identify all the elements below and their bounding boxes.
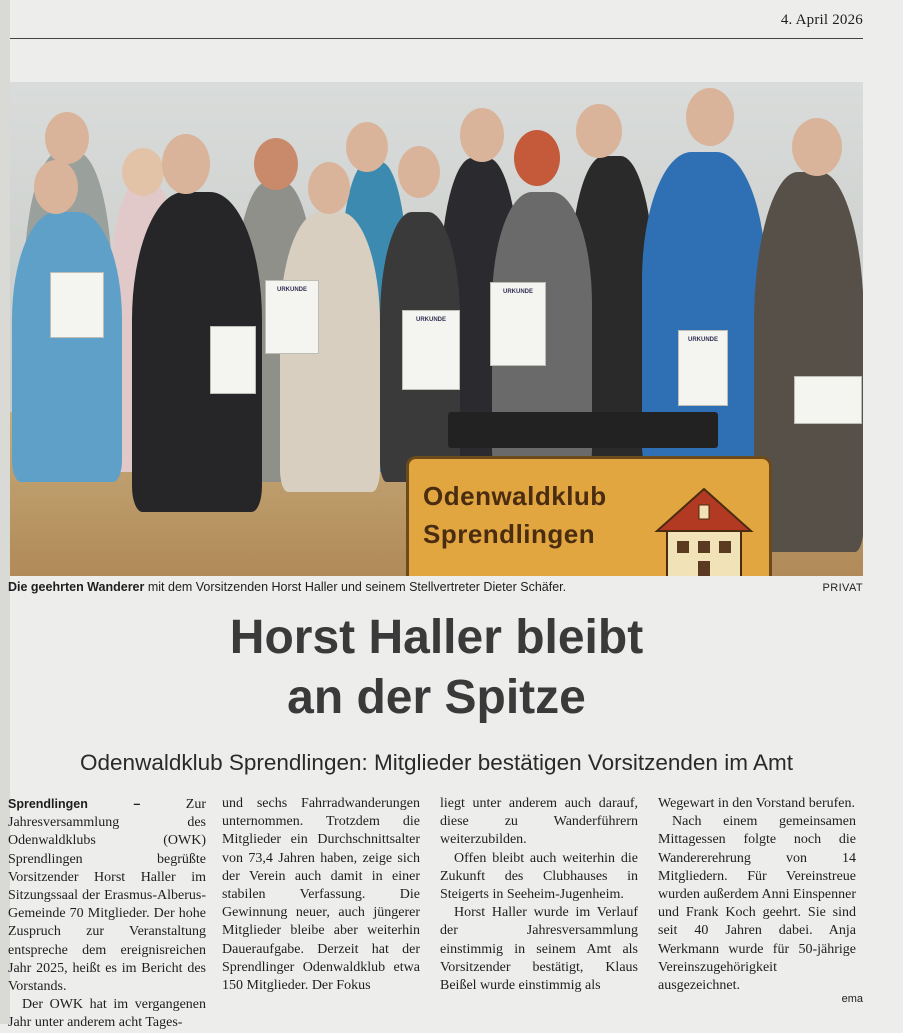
author-initials: ema — [841, 993, 863, 1005]
person — [12, 212, 122, 482]
paragraph: Der OWK hat im vergangenen Jahr unter anderem acht Tages- — [8, 997, 206, 1031]
certificate: URKUNDE — [490, 282, 546, 366]
person-head — [398, 146, 440, 198]
photo-credit: PRIVAT — [822, 582, 863, 594]
certificate — [210, 326, 256, 394]
person-head — [254, 138, 298, 190]
dateline: Sprendlingen – — [8, 797, 141, 811]
group-photo — [10, 82, 863, 576]
headline-line-2: an der Spitze — [287, 671, 586, 724]
paragraph: Wegewart in den Vorstand berufen. — [658, 796, 856, 811]
paragraph: Offen bleibt auch weiterhin die Zukunft des Clubhauses in Steigerts in Seeheim-Jugenheim. — [440, 850, 638, 903]
paragraph: liegt unter anderem auch darauf, diese zu Wanderführern weiterzubilden. — [440, 796, 638, 848]
certificate: URKUNDE — [402, 310, 460, 390]
person-head — [514, 130, 560, 186]
sign-text-line-2: Sprendlingen — [423, 519, 596, 549]
bench — [448, 412, 718, 448]
person-head — [162, 134, 210, 194]
article-column-3 — [440, 795, 638, 995]
person-head — [792, 118, 842, 176]
person-head — [686, 88, 734, 146]
header-rule — [10, 38, 863, 39]
person-head — [346, 122, 388, 172]
person-head — [122, 148, 164, 196]
paragraph: und sechs Fahrradwanderungen unternommen. Trotzdem die Mitglieder ein Durchschnittsalter von 73,4 Jahren haben, zeige sich der Verein auch damit in einer stabilen Verfassung. Die Gewinnung neuer, auch jüngerer Mitglieder bleibe aber weiterhin Daueraufgabe. Derzeit hat der Sprendlinger Odenwaldklub etwa 150 Mitglieder. Der Fokus — [222, 796, 420, 994]
paragraph-text: Zur Jahresversammlung des Odenwaldklubs (OWK) Sprendlingen begrüßte Vorsitzender Horst Haller im Sitzungssaal der Erasmus-Alberus-Gemeinde 70 Mitglieder. Der hohe Zuspruch zur Veranstaltung entspreche dem ereignisreichen Jahr 2025, heißt es im Bericht des Vorstands. — [8, 797, 207, 995]
headline-line-1: Horst Haller bleibt — [229, 611, 644, 664]
club-sign — [406, 456, 772, 576]
person-head — [460, 108, 504, 162]
house-icon — [649, 481, 759, 576]
person-head — [576, 104, 622, 158]
caption-text: mit dem Vorsitzenden Horst Haller und seinem Stellvertreter Dieter Schäfer. — [144, 580, 567, 594]
caption-lead: Die geehrten Wanderer — [8, 580, 145, 594]
photo-caption — [8, 580, 833, 594]
article-headline — [10, 608, 863, 728]
article-column-4 — [658, 795, 856, 995]
certificate: URKUNDE — [265, 280, 319, 354]
article-subheadline: Odenwaldklub Sprendlingen: Mitglieder bestätigen Vorsitzenden im Amt — [80, 750, 793, 775]
paragraph: Nach einem gemeinsamen Mittagessen folgte noch die Wandererehrung von 14 Mitgliedern. Für Vereinstreue wurden außerdem Anni Einspenner und Frank Koch geehrt. Sie sind seit 40 Jahren dabei. Anja Werkmann wurde für 50-jährige Vereinszugehörigkeit ausgezeichnet. — [658, 814, 856, 994]
certificate: URKUNDE — [678, 330, 728, 406]
sign-text-line-1: Odenwaldklub — [423, 481, 607, 511]
article-column-1 — [8, 795, 206, 1033]
person-head — [308, 162, 350, 214]
certificate — [794, 376, 862, 424]
article-column-2 — [222, 795, 420, 995]
publication-date: 4. April 2026 — [780, 12, 863, 28]
paragraph — [8, 795, 206, 996]
person-head — [34, 160, 78, 214]
person-head — [45, 112, 89, 164]
certificate — [50, 272, 104, 338]
paragraph: Horst Haller wurde im Verlauf der Jahresversammlung einstimmig in seinem Amt als Vorsitzender bestätigt, Klaus Beißel wurde einstimmig als — [440, 905, 638, 994]
